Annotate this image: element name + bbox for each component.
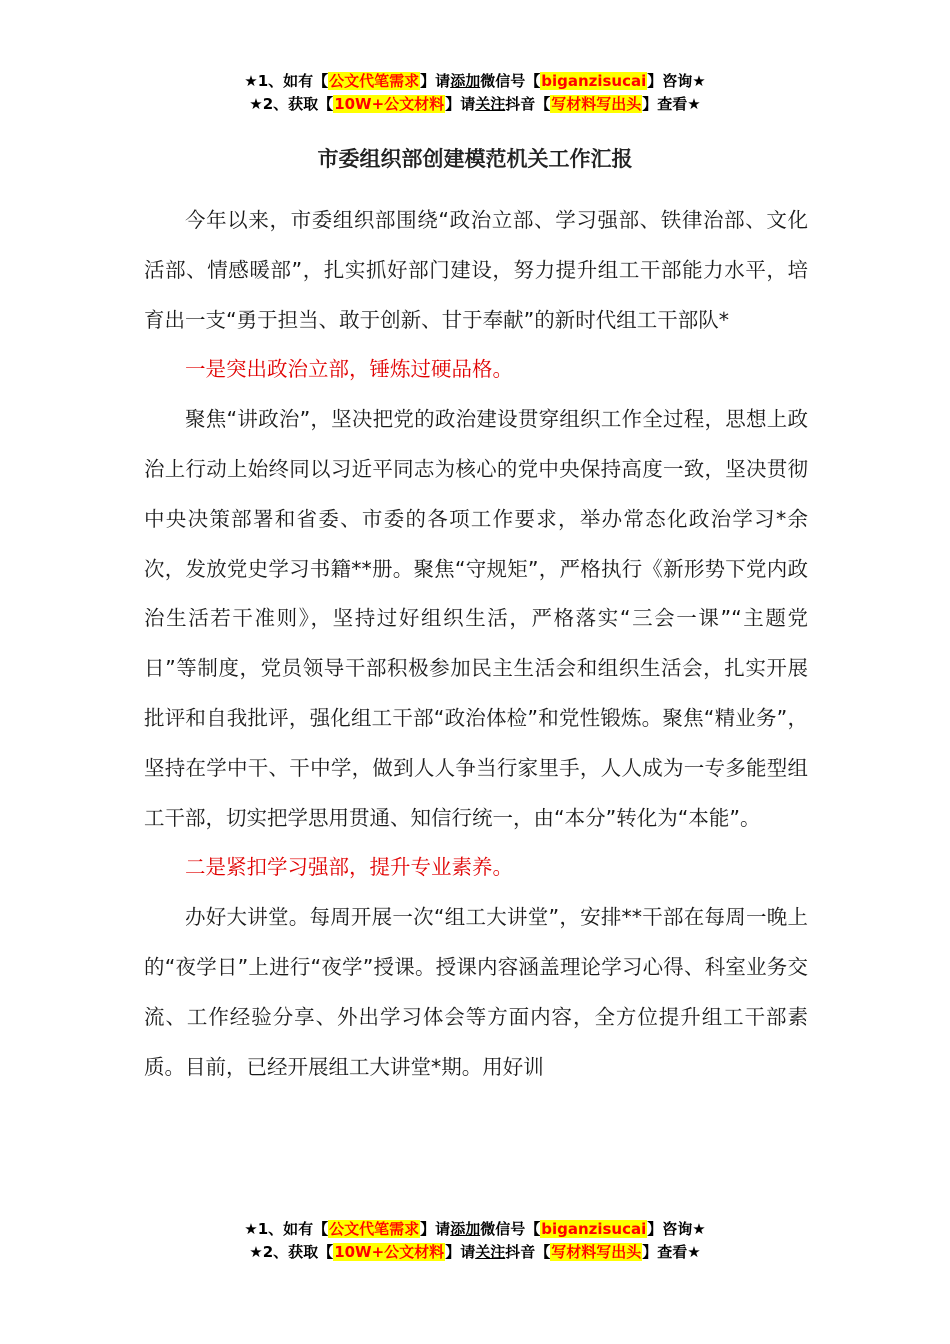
promo-text: 】请 [420, 72, 451, 90]
promo-text: 抖音【 [505, 95, 551, 113]
promo-banner-bottom [0, 1218, 950, 1264]
body-paragraph: 聚焦“讲政治”，坚决把党的政治建设贯穿组织工作全过程，思想上政治上行动上始终同以习近平同志为核心的党中央保持高度一致，坚决贯彻中央决策部署和省委、市委的各项工作要求，举办常态化政治学习*余次，发放党史学习书籍**册。聚焦“守规矩”，严格执行《新形势下党内政治生活若干准则》，坚持过好组织生活，严格落实“三会一课”“主题党日”等制度，党员领导干部积极参加民主生活会和组织生活会，扎实开展批评和自我批评，强化组工干部“政治体检”和党性锻炼。聚焦“精业务”，坚持在学中干、干中学，做到人人争当行家里手，人人成为一专多能型组工干部，切实把学思用贯通、知信行统一，由“本分”转化为“本能”。 [144, 407, 808, 830]
promo-text: ★1、如有【 [244, 1220, 329, 1238]
promo-text: 】请 [420, 1220, 451, 1238]
promo-text: 抖音【 [505, 1243, 551, 1261]
promo-banner-top [0, 70, 950, 116]
promo-text: 】查看★ [642, 95, 701, 113]
promo-highlight: 公文代笔需求 [329, 1220, 420, 1238]
promo-text: 】查看★ [642, 1243, 701, 1261]
promo-text: 】请 [445, 95, 476, 113]
promo-highlight: biganzisucai [541, 1220, 647, 1238]
promo-line-1 [0, 1218, 950, 1241]
promo-highlight: 公文代笔需求 [329, 72, 420, 90]
promo-highlight: 10W+公文材料 [334, 1243, 445, 1261]
section-heading: 二是紧扣学习强部，提升专业素养。 [185, 855, 513, 880]
promo-highlight: 10W+公文材料 [334, 95, 445, 113]
promo-text: 微信号【 [480, 72, 541, 90]
promo-line-2 [0, 93, 950, 116]
promo-underline: 关注 [475, 95, 506, 113]
body-paragraph: 今年以来，市委组织部围绕“政治立部、学习强部、铁律治部、文化活部、情感暖部”，扎实抓好部门建设，努力提升组工干部能力水平，培育出一支“勇于担当、敢于创新、甘于奉献”的新时代组工干部队* [144, 208, 808, 332]
promo-text: 】咨询★ [647, 72, 706, 90]
promo-underline: 添加 [450, 1220, 481, 1238]
promo-line-1 [0, 70, 950, 93]
body-paragraph: 办好大讲堂。每周开展一次“组工大讲堂”，安排**干部在每周一晚上的“夜学日”上进行“夜学”授课。授课内容涵盖理论学习心得、科室业务交流、工作经验分享、外出学习体会等方面内容，全方位提升组工干部素质。目前，已经开展组工大讲堂*期。用好训 [144, 905, 808, 1079]
section-heading: 一是突出政治立部，锤炼过硬品格。 [185, 357, 513, 382]
document-body [144, 196, 808, 1092]
promo-highlight: 写材料写出头 [551, 95, 642, 113]
document-title: 市委组织部创建模范机关工作汇报 [317, 147, 633, 171]
promo-text: ★2、获取【 [249, 95, 334, 113]
promo-text: ★2、获取【 [249, 1243, 334, 1261]
document-body-clip [0, 196, 950, 1196]
promo-text: 】请 [445, 1243, 476, 1261]
promo-text: 微信号【 [480, 1220, 541, 1238]
promo-text: ★1、如有【 [244, 72, 329, 90]
promo-underline: 添加 [450, 72, 481, 90]
promo-underline: 关注 [475, 1243, 506, 1261]
promo-text: 】咨询★ [647, 1220, 706, 1238]
promo-highlight: 写材料写出头 [551, 1243, 642, 1261]
promo-line-2 [0, 1241, 950, 1264]
promo-highlight: biganzisucai [541, 72, 647, 90]
